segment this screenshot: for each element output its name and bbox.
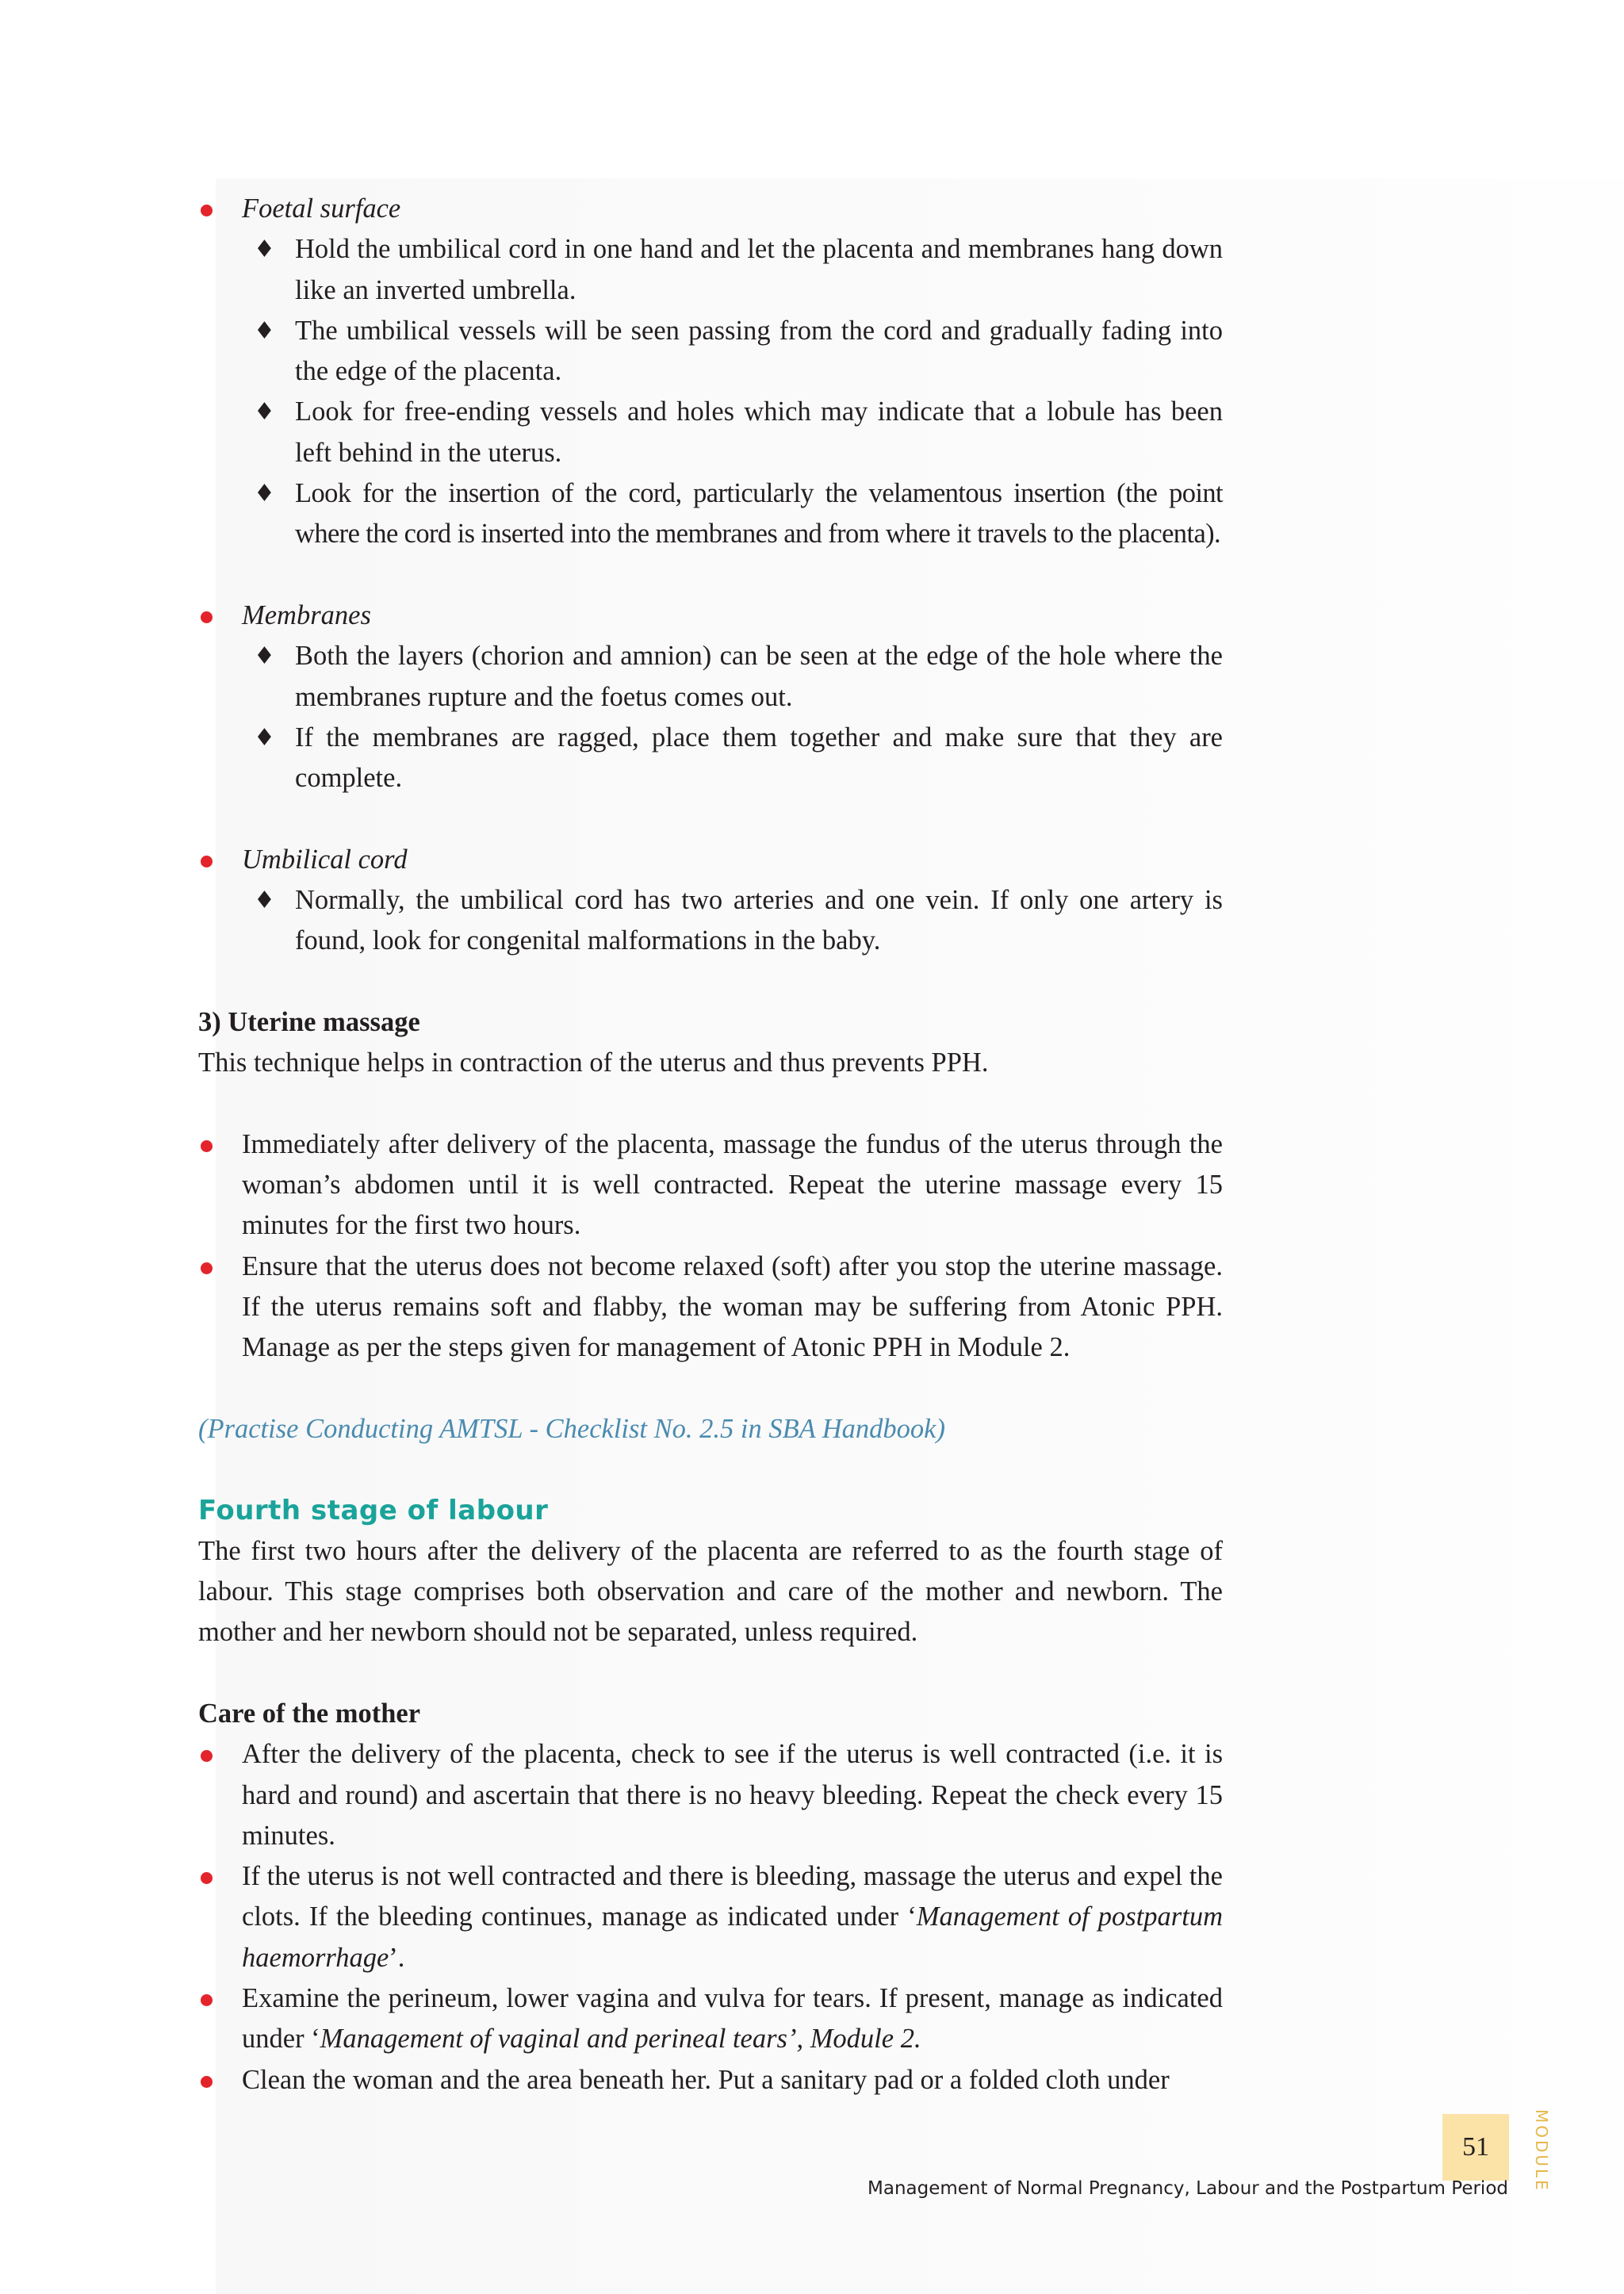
list-item: [198, 1856, 1223, 1978]
diamond-bullet-icon: ♦: [254, 723, 275, 752]
diamond-bullet-icon: ♦: [254, 398, 275, 427]
page-number: 51: [1462, 2132, 1489, 2162]
spacer: [198, 1084, 1223, 1124]
umbilical-cord-heading: Umbilical cord: [242, 844, 408, 875]
membranes-heading: Membranes: [242, 599, 371, 630]
uterine-massage-item: Immediately after delivery of the placenta, massage the fundus of the uterus through the woman’s abdomen until it is well contracted. Repeat the uterine massage every 15 minutes for the first two hours.: [242, 1128, 1223, 1241]
list-item: [198, 840, 1223, 880]
uterine-massage-item: Ensure that the uterus does not become relaxed (soft) after you stop the uterine massage. If the uterus remains soft and flabby, the woman may be suffering from Atonic PPH. Manage as per the steps given for management of Atonic PPH in Module 2.: [242, 1250, 1223, 1363]
foetal-surface-item: Look for free-ending vessels and holes which may indicate that a lobule has been left behind in the uterus.: [295, 396, 1223, 468]
list-item: [198, 1978, 1223, 2060]
care-item: Clean the woman and the area beneath her. Put a sanitary pad or a folded cloth under: [242, 2064, 1170, 2095]
umbilical-cord-section: [198, 840, 1223, 962]
list-item: [198, 1124, 1223, 1247]
list-item: [198, 229, 1223, 311]
membranes-section: [198, 596, 1223, 798]
care-of-mother-heading: Care of the mother: [198, 1698, 421, 1729]
list-item: [198, 718, 1223, 799]
care-item-reference: Management of vaginal and perineal tears’, Module 2.: [320, 2024, 921, 2055]
uterine-massage-intro: This technique helps in contraction of the uterus and thus prevents PPH.: [198, 1047, 989, 1078]
care-item: After the delivery of the placenta, check to see if the uterus is well contracted (i.e. it is hard and round) and ascertain that there is no heavy bleeding. Repeat the check every 15 minutes.: [242, 1739, 1223, 1851]
running-footer-title: Management of Normal Pregnancy, Labour and the Postpartum Period: [868, 2178, 1508, 2199]
care-of-mother-section: [198, 1694, 1223, 2101]
spacer: [198, 962, 1223, 1002]
care-item-text: If the uterus is not well contracted and there is bleeding, massage the uterus and expel the clots. If the bleeding continues, manage as indicated under ‘: [242, 1861, 1223, 1932]
bullet-dot-icon: [201, 856, 213, 867]
list-item: [198, 1734, 1223, 1856]
membranes-item: If the membranes are ragged, place them together and make sure that they are complete.: [295, 722, 1223, 794]
care-item-end: ’.: [389, 1942, 405, 1973]
foetal-surface-item: Look for the insertion of the cord, particularly the velamentous insertion (the point where the cord is inserted into the membranes and from where it travels to the placenta).: [295, 478, 1223, 550]
foetal-surface-heading: Foetal surface: [242, 193, 401, 224]
bullet-dot-icon: [201, 1262, 213, 1274]
umbilical-cord-item: Normally, the umbilical cord has two arteries and one vein. If only one artery is found, look for congenital malformations in the baby.: [295, 885, 1223, 956]
list-item: [198, 596, 1223, 636]
spacer: [198, 555, 1223, 596]
list-item: [198, 1247, 1223, 1369]
list-item: [198, 636, 1223, 718]
list-item: [198, 880, 1223, 962]
uterine-massage-section: [198, 1002, 1223, 1450]
module-label: MODULE: [1532, 2109, 1551, 2193]
spacer: [198, 1450, 1223, 1490]
bullet-dot-icon: [201, 1750, 213, 1762]
bullet-dot-icon: [201, 1994, 213, 2006]
list-item: [198, 2060, 1223, 2101]
bullet-dot-icon: [201, 1140, 213, 1152]
fourth-stage-section: [198, 1491, 1223, 1653]
spacer: [198, 798, 1223, 839]
section-heading: Fourth stage of labour: [198, 1494, 549, 1526]
bullet-dot-icon: [201, 2076, 213, 2088]
foetal-surface-item: The umbilical vessels will be seen passing from the cord and gradually fading into the edge of the placenta.: [295, 315, 1223, 387]
list-item: [198, 392, 1223, 473]
bullet-dot-icon: [201, 1872, 213, 1884]
care-item-text: Examine the perineum, lower vagina and vulva for tears. If present, manage as indicated under ‘: [242, 1983, 1223, 2055]
diamond-bullet-icon: ♦: [254, 236, 275, 264]
foetal-surface-section: [198, 189, 1223, 555]
diamond-bullet-icon: ♦: [254, 887, 275, 915]
foetal-surface-item: Hold the umbilical cord in one hand and let the placenta and membranes hang down like an inverted umbrella.: [295, 234, 1223, 305]
bullet-dot-icon: [201, 205, 213, 216]
page-number-box: [1442, 2114, 1509, 2181]
list-item: [198, 473, 1223, 555]
list-item: [198, 311, 1223, 393]
page-content: [198, 189, 1223, 2101]
care-item-reference: Management of postpartum haemorrhage: [242, 1901, 1223, 1973]
diamond-bullet-icon: ♦: [254, 642, 275, 671]
bullet-dot-icon: [201, 611, 213, 623]
spacer: [198, 1653, 1223, 1694]
fourth-stage-intro: The first two hours after the delivery of the placenta are referred to as the fourth stage of labour. This stage comprises both observation and care of the mother and newborn. The mother and her newborn should not be separated, unless required.: [198, 1535, 1223, 1648]
list-item: [198, 189, 1223, 229]
diamond-bullet-icon: ♦: [254, 316, 275, 345]
membranes-item: Both the layers (chorion and amnion) can be seen at the edge of the hole where the membranes rupture and the foetus comes out.: [295, 641, 1223, 712]
uterine-massage-heading: 3) Uterine massage: [198, 1006, 420, 1037]
diamond-bullet-icon: ♦: [254, 480, 275, 508]
practice-reference-note: (Practise Conducting AMTSL - Checklist No. 2.5 in SBA Handbook): [198, 1413, 945, 1444]
spacer: [198, 1369, 1223, 1409]
